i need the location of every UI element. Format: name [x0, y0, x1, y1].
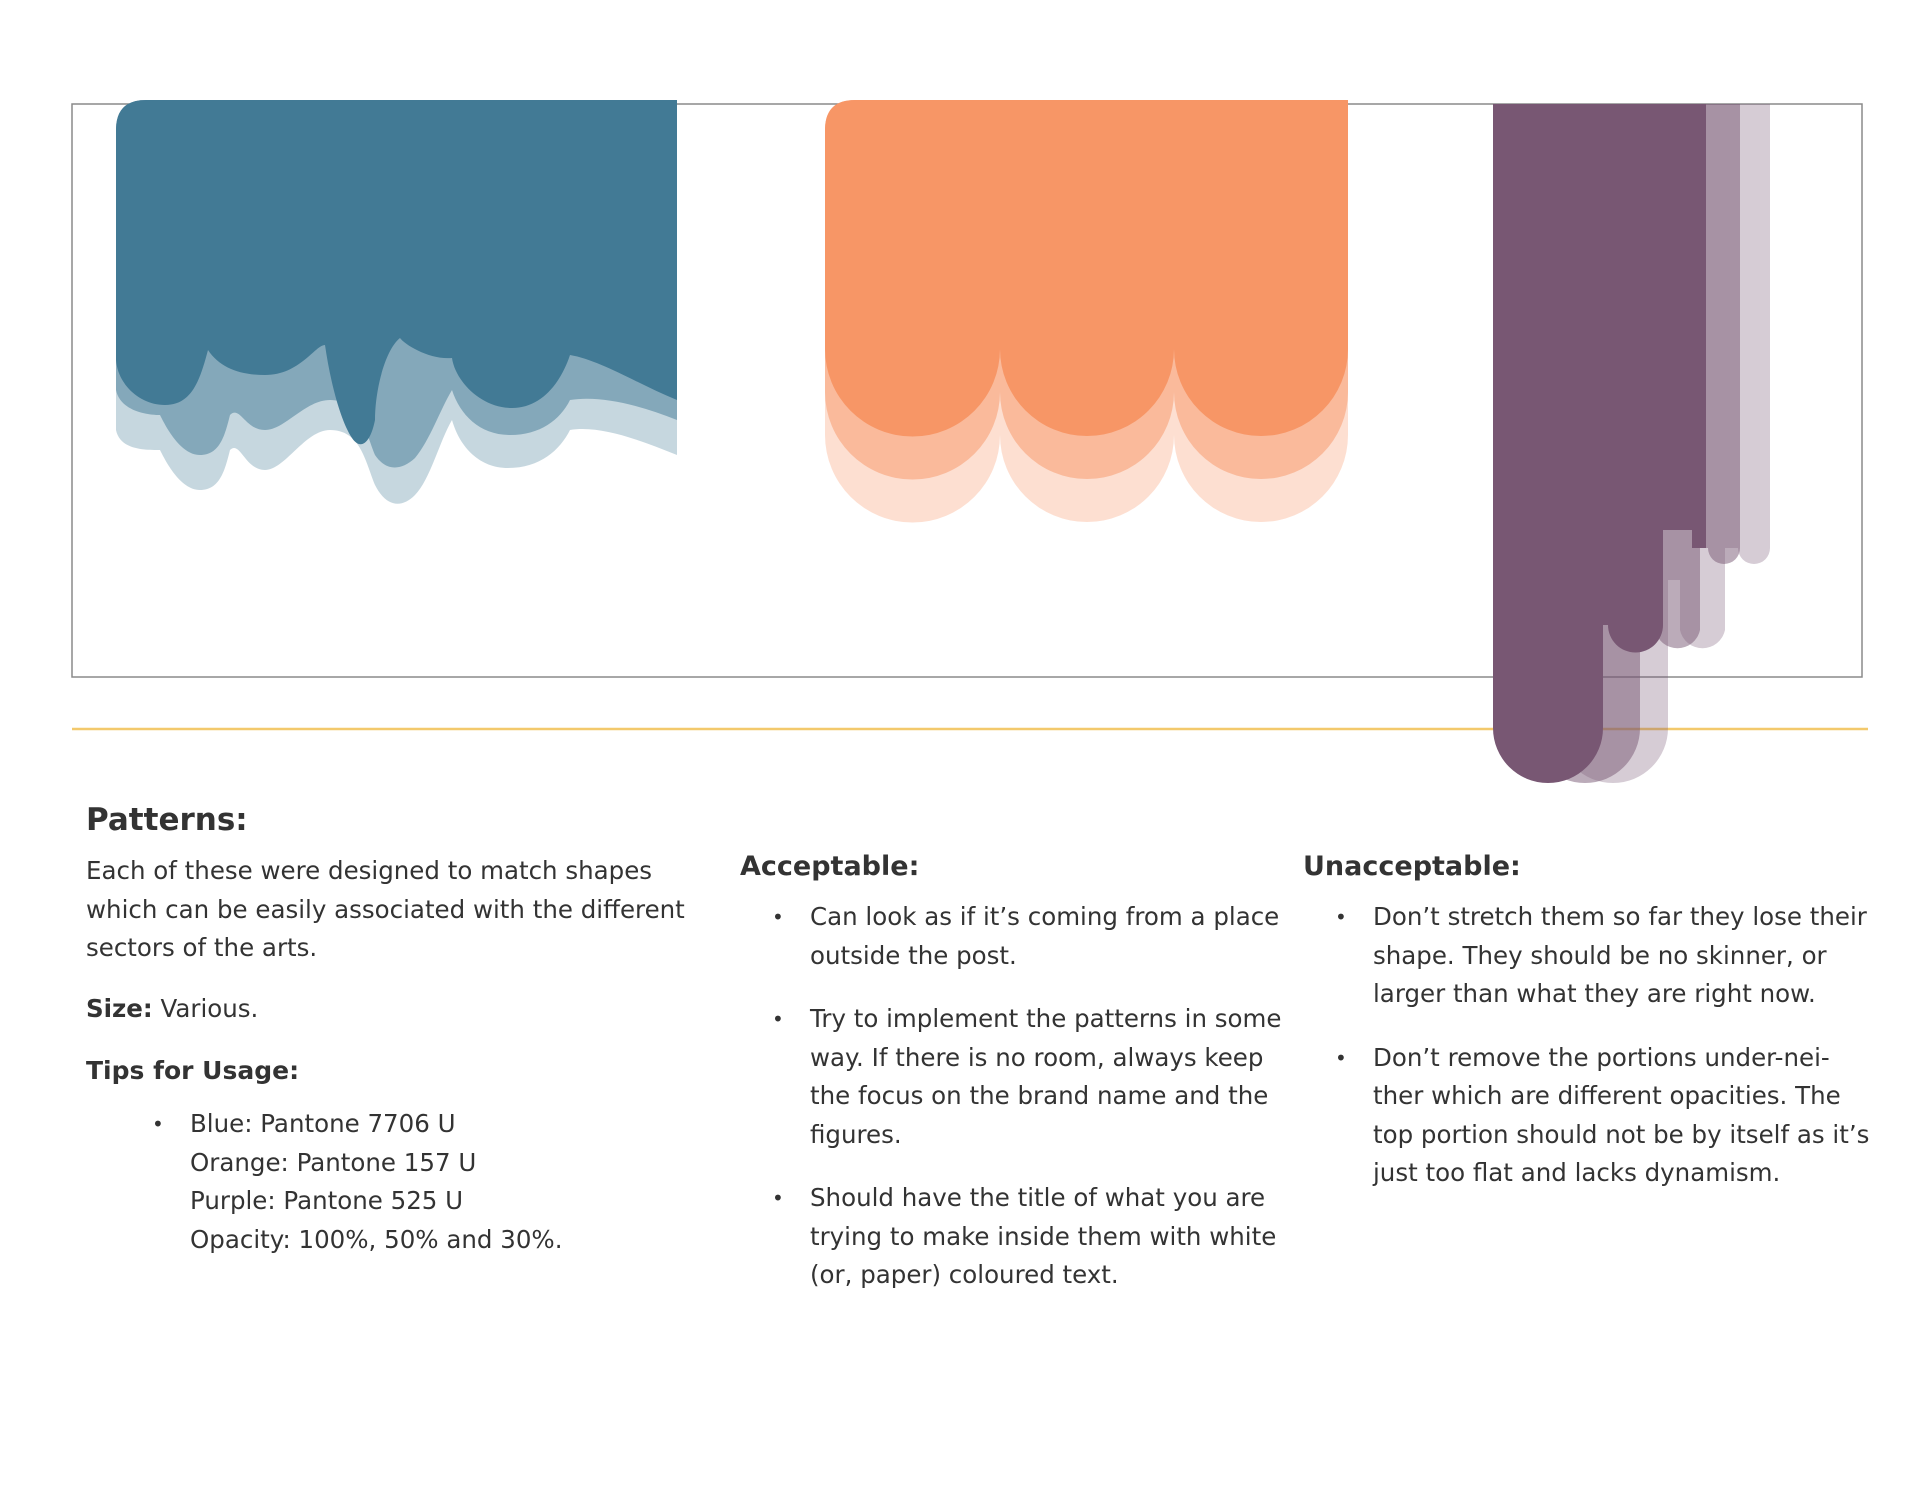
acceptable-item-text: Can look as if it’s coming from a place outside the post.	[810, 902, 1280, 970]
tip-opacity: Opacity: 100%, 50% and 30%.	[190, 1224, 563, 1254]
list-item	[1303, 898, 1873, 1014]
size-line	[86, 994, 258, 1023]
bullet-icon: •	[772, 1007, 784, 1031]
orange-layer-100	[825, 100, 1348, 436]
purple-drip-pattern	[1493, 104, 1770, 783]
list-item	[1303, 1039, 1873, 1193]
tips-list	[148, 1105, 562, 1259]
acceptable-list	[740, 898, 1300, 1320]
tip-blue: • Blue: Pantone 7706 U	[148, 1105, 562, 1144]
list-item	[740, 1000, 1300, 1154]
list-item	[740, 898, 1300, 975]
acceptable-item-text: Try to implement the patterns in some way. If there is no room, always keep the focus on the brand name and the figures.	[810, 1004, 1282, 1149]
size-value: Various.	[152, 994, 259, 1023]
blue-scallop-pattern	[116, 100, 677, 504]
tip-purple: Purple: Pantone 525 U	[190, 1186, 464, 1215]
bullet-icon: •	[772, 905, 784, 929]
unacceptable-list	[1303, 898, 1873, 1218]
tips-title: Tips for Usage:	[86, 1056, 300, 1085]
orange-scallop-pattern	[825, 100, 1348, 523]
size-label: Size:	[86, 994, 153, 1023]
list-item	[740, 1179, 1300, 1295]
purple-layer-100	[1493, 104, 1706, 783]
patterns-title: Patterns:	[86, 802, 248, 838]
patterns-intro: Each of these were designed to match shapes which can be easily associated with the different sectors of the arts.	[86, 856, 685, 962]
bullet-icon: •	[1335, 905, 1347, 929]
bullet-icon: •	[772, 1186, 784, 1210]
bullet-icon: •	[1335, 1045, 1347, 1070]
unacceptable-title: Unacceptable:	[1303, 851, 1521, 882]
acceptable-item-text: Should have the title of what you are trying to make inside them with white (or, paper) coloured text.	[810, 1183, 1277, 1289]
unacceptable-item-text: Don’t remove the portions under-nei-ther which are different opacities. The top portion should not be by itself as it’s just too flat and lacks dynamism.	[1373, 1042, 1870, 1187]
acceptable-title: Acceptable:	[740, 851, 920, 882]
unacceptable-item-text: Don’t stretch them so far they lose their shape. They should be no skinner, or larger than what they are right now.	[1373, 902, 1867, 1008]
tip-orange: Orange: Pantone 157 U	[190, 1147, 477, 1177]
